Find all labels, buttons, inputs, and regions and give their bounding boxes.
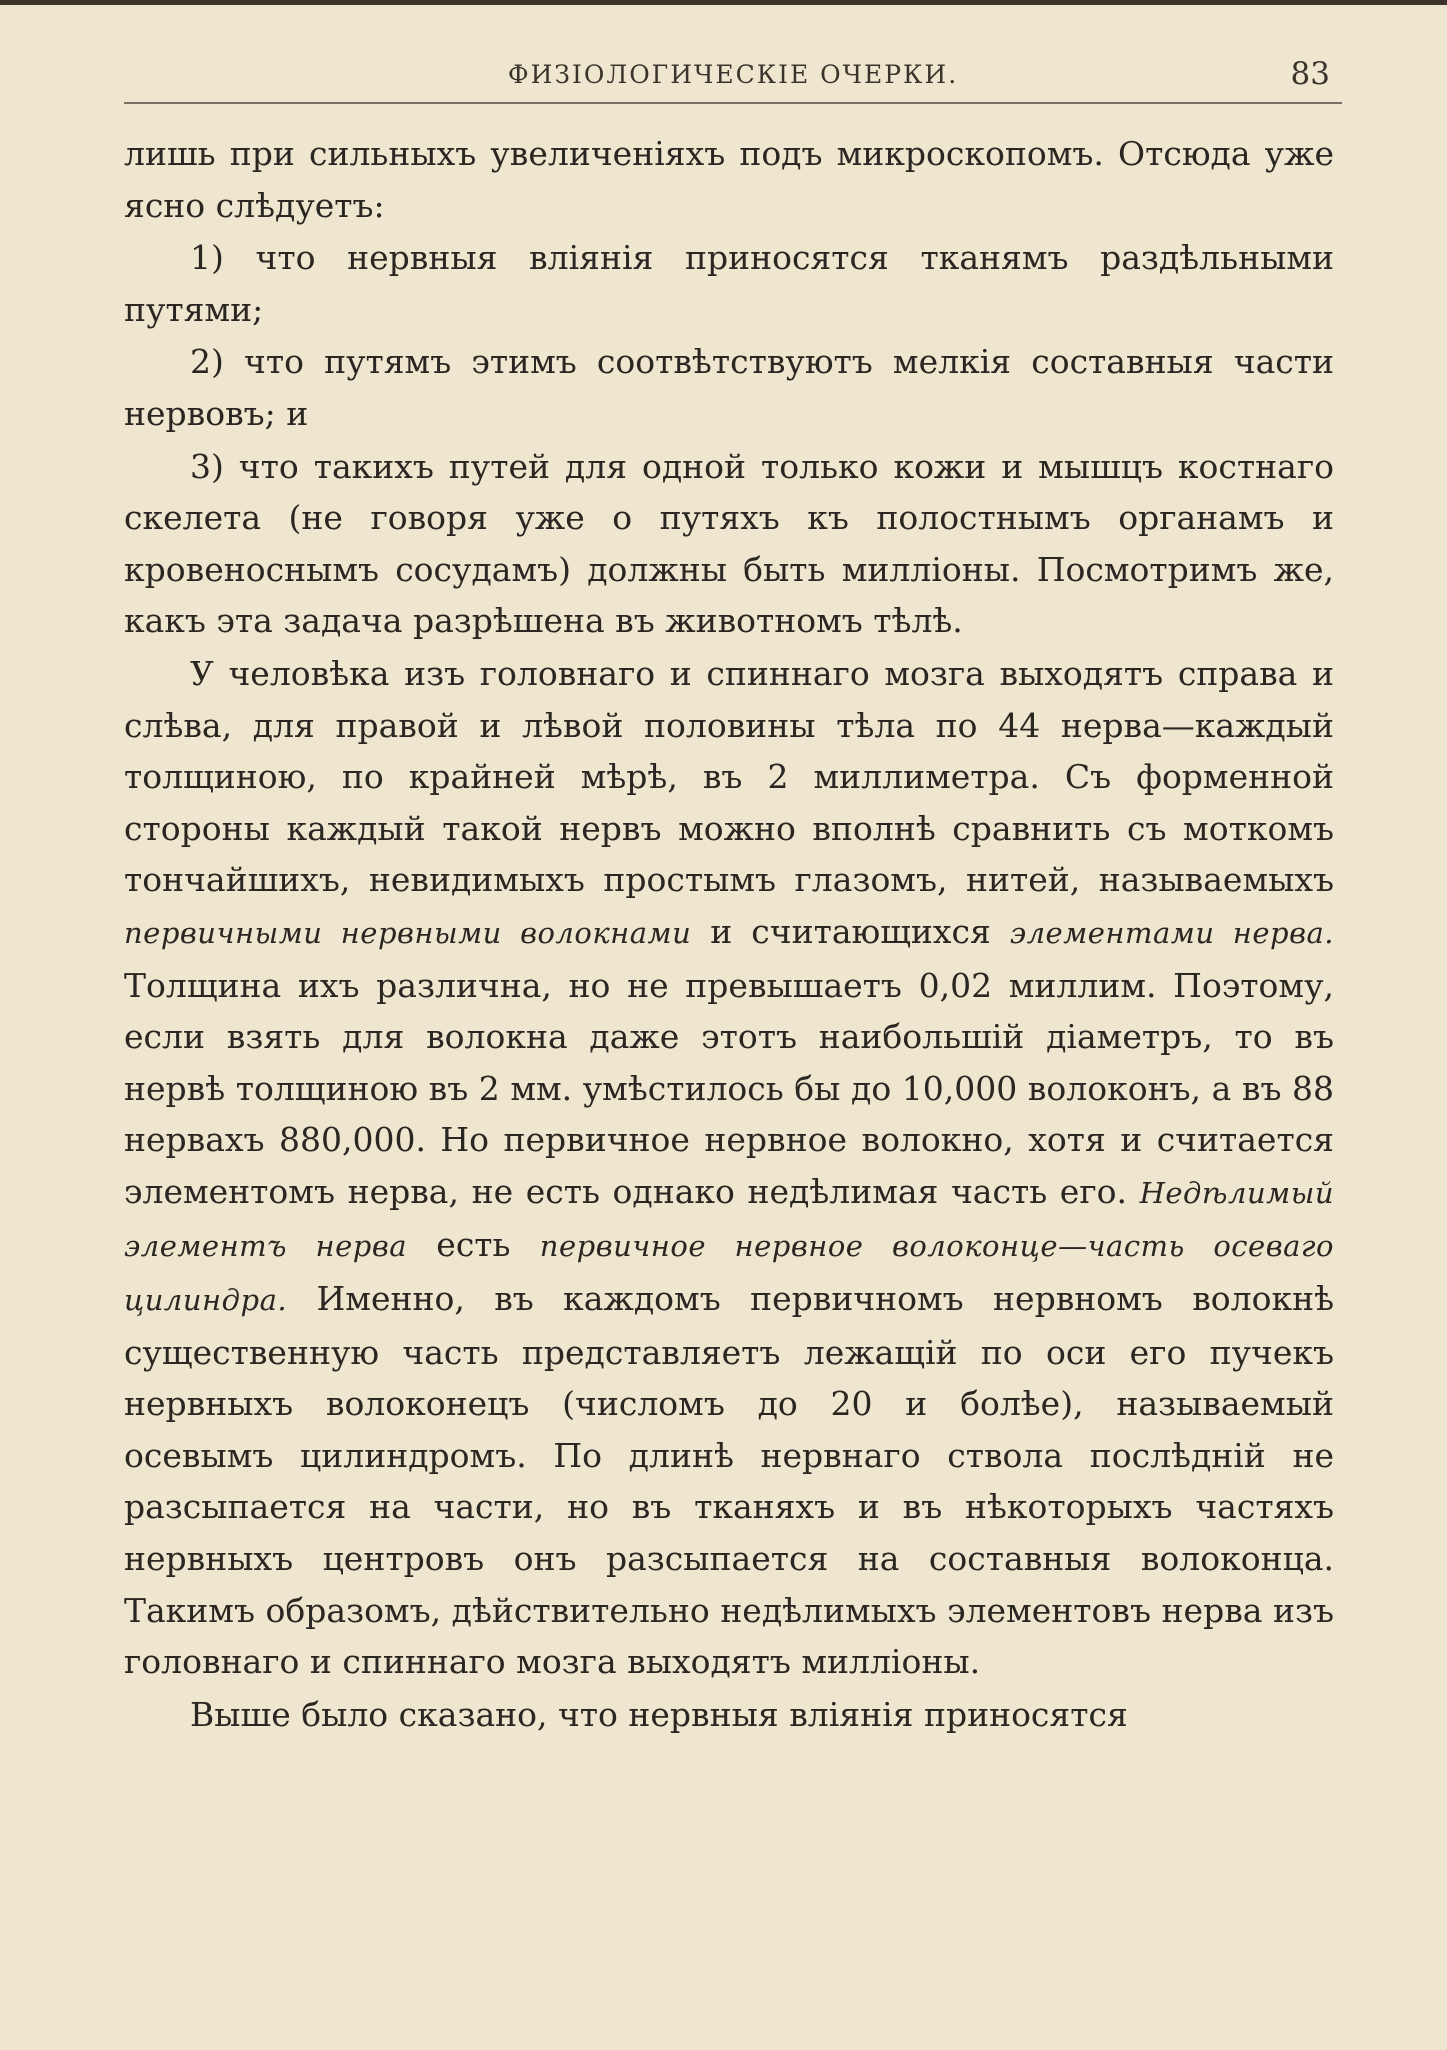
body-text — [124, 128, 1334, 1741]
italic-term: Недѣлимый элементъ нерва — [124, 1175, 1334, 1264]
list-item-3: 3) что такихъ путей для одной только кожи и мышцъ костнаго скелета (не говоря уже о путяхъ къ полостнымъ органамъ и кровеноснымъ сосудамъ) должны быть милліоны. Посмотримъ же, какъ эта задача разрѣшена въ животномъ тѣлѣ. — [124, 446, 1334, 641]
text-run: и считающихся — [691, 911, 1010, 951]
list-item-1: 1) что нервныя вліянія приносятся тканямъ раздѣльными путями; — [124, 238, 1334, 329]
running-head: ФИЗІОЛОГИЧЕСКІЕ ОЧЕРКИ. — [507, 60, 959, 89]
text-run: Именно, въ каждомъ первичномъ нервномъ волокнѣ существенную часть представляетъ лежащій по оси его пучекъ нервныхъ волоконецъ (числомъ до 20 и болѣе), называемый осевымъ цилиндромъ. По длинѣ нервнаго ствола послѣдній не разсыпается на части, но въ тканяхъ и въ нѣкоторыхъ частяхъ нервныхъ центровъ онъ разсыпается на составныя волоконца. Такимъ образомъ, дѣйствительно недѣлимыхъ элементовъ нерва изъ головнаго и спиннаго мозга выходятъ милліоны. — [124, 1279, 1334, 1682]
paragraph-continuation: лишь при сильныхъ увеличеніяхъ подъ микроскопомъ. Отсюда уже ясно слѣдуетъ: — [124, 134, 1334, 225]
text-run: У человѣка изъ головнаго и спиннаго мозга выходятъ справа и слѣва, для правой и лѣвой половины тѣла по 44 нерва—каждый толщиною, по крайней мѣрѣ, въ 2 миллиметра. Съ форменной стороны каждый такой нервъ можно вполнѣ сравнить съ моткомъ тончайшихъ, невидимыхъ простымъ глазомъ, нитей, называемыхъ — [124, 653, 1334, 900]
page-header — [124, 52, 1342, 104]
italic-term: элементами нерва. — [1009, 915, 1334, 950]
list-item-2: 2) что путямъ этимъ соотвѣтствуютъ мелкія составныя части нервовъ; и — [124, 342, 1334, 433]
italic-term: первичными нервными волокнами — [124, 915, 692, 950]
page-number: 83 — [1290, 56, 1330, 92]
italic-term: первичное нервное волоконце—часть осеваго цилиндра. — [124, 1229, 1334, 1318]
paragraph-final: Выше было сказано, что нервныя вліянія приносятся — [190, 1694, 1128, 1734]
paragraph-nerves — [124, 648, 1334, 1688]
text-run: есть — [407, 1225, 540, 1265]
text-run: Толщина ихъ различна, но не превышаетъ 0,02 миллим. Поэтому, если взять для волокна даже этотъ наибольшій діаметръ, то въ нервѣ толщиною въ 2 мм. умѣстилось бы до 10,000 волоконъ, а въ 88 нервахъ 880,000. Но первичное нервное волокно, хотя и считается элементомъ нерва, не есть однако недѣлимая часть его. — [124, 965, 1334, 1211]
page-top-edge — [0, 0, 1447, 5]
